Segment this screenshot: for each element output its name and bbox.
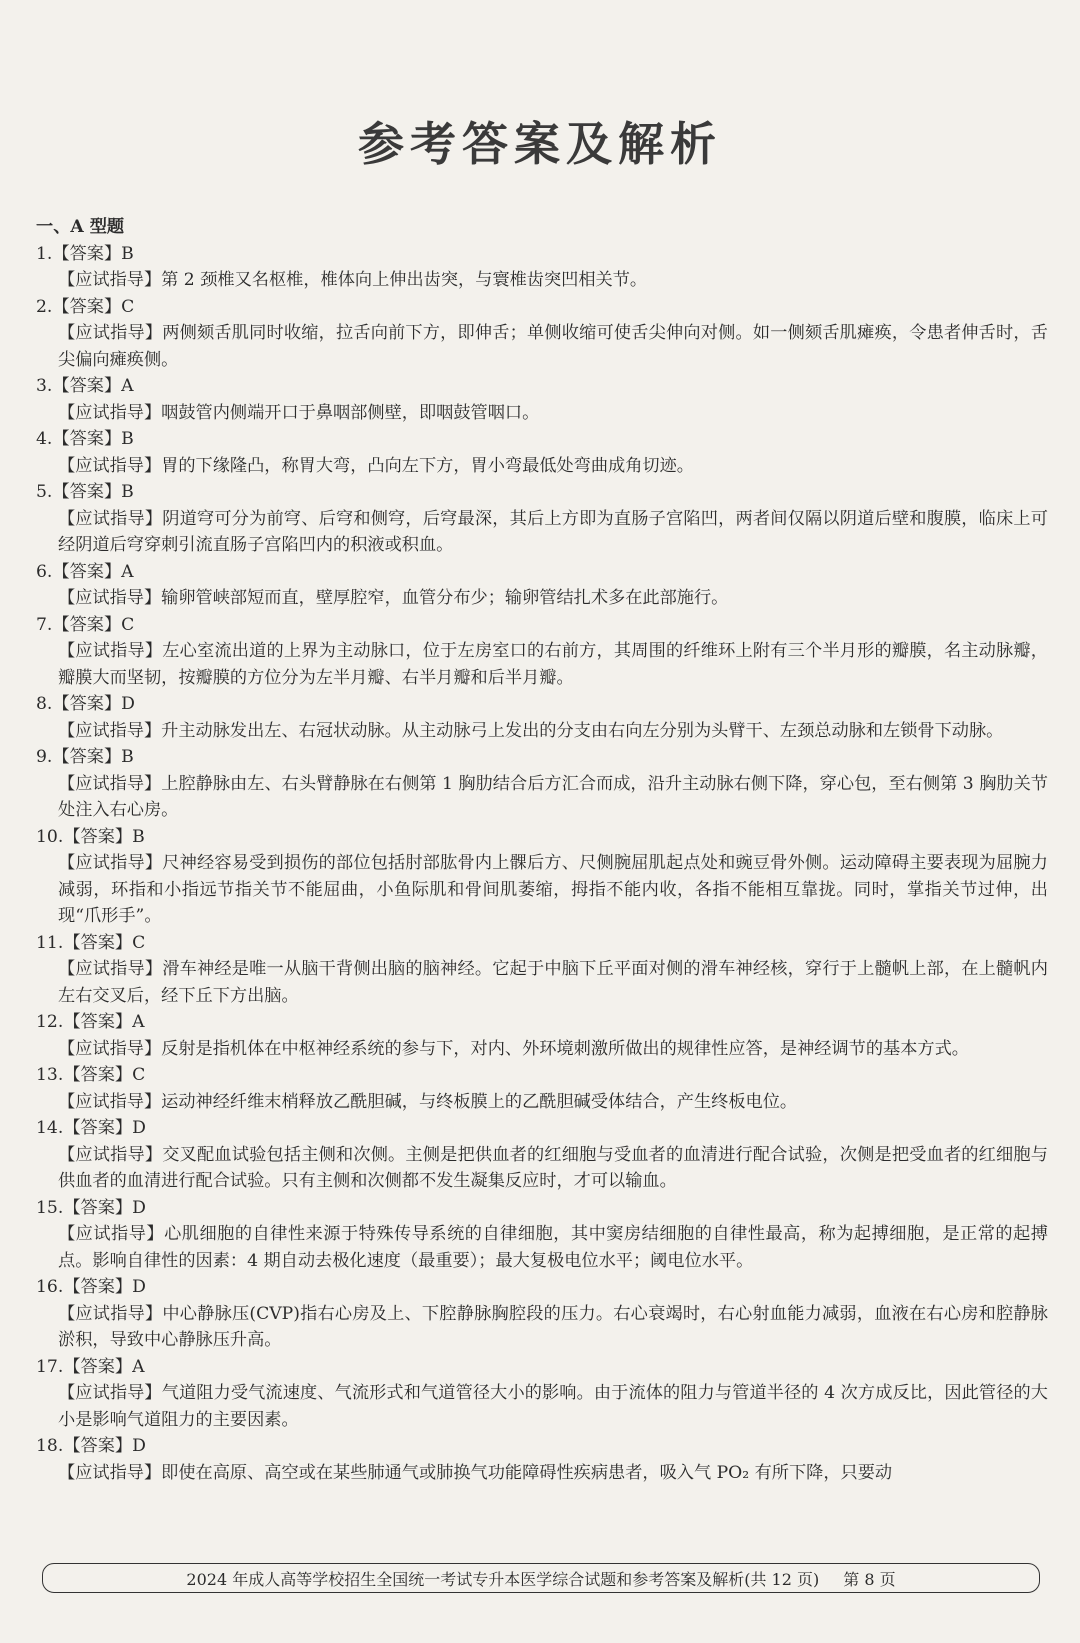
guide-text: 气道阻力受气流速度、气流形式和气道管径大小的影响。由于流体的阻力与管道半径的 4 次方成反比，因此管径的大小是影响气道阻力的主要因素。: [58, 1383, 1048, 1430]
answer-line: [36, 612, 1048, 639]
answer-value: B: [121, 243, 134, 264]
answer-label: 【答案】: [63, 1277, 133, 1297]
guide-line: [36, 771, 1048, 824]
question-number: 9.: [36, 747, 53, 767]
question-item: [36, 479, 1048, 559]
answer-line: [36, 426, 1048, 453]
answer-value: B: [121, 482, 134, 502]
answer-line: [36, 744, 1048, 771]
answer-value: C: [121, 296, 135, 317]
guide-line: [36, 638, 1048, 691]
answer-value: A: [132, 1356, 145, 1377]
guide-text: 心肌细胞的自律性来源于特殊传导系统的自律细胞，其中窦房结细胞的自律性最高，称为起搏细胞，是正常的起搏点。影响自律性的因素：4 期自动去极化速度（最重要）；最大复极电位水平；阈电位水平。: [58, 1224, 1048, 1271]
question-number: 2.: [36, 296, 53, 317]
guide-line: [36, 850, 1048, 930]
answer-label: 【答案】: [52, 694, 122, 714]
guide-label: 【应试指导】: [58, 1144, 163, 1165]
guide-text: 阴道穹可分为前穹、后穹和侧穹，后穹最深，其后上方即为直肠子宫陷凹，两者间仅隔以阴道后壁和腹膜，临床上可经阴道后穹穿刺引流直肠子宫陷凹内的积液或积血。: [58, 508, 1048, 555]
guide-text: 左心室流出道的上界为主动脉口，位于左房室口的右前方，其周围的纤维环上附有三个半月形的瓣膜，名主动脉瓣，瓣膜大而坚韧，按瓣膜的方位分为左半月瓣、右半月瓣和后半月瓣。: [58, 641, 1048, 688]
answer-label: 【答案】: [52, 243, 122, 264]
question-number: 11.: [36, 932, 64, 953]
guide-label: 【应试指导】: [58, 720, 162, 741]
answer-label: 【答案】: [63, 1065, 133, 1085]
guide-label: 【应试指导】: [58, 270, 162, 290]
guide-label: 【应试指导】: [58, 1038, 162, 1059]
answer-line: [36, 1062, 1048, 1089]
question-item: [36, 1195, 1048, 1275]
page-title: 参考答案及解析: [358, 117, 722, 171]
answer-line: [36, 241, 1048, 268]
question-item: [36, 1009, 1048, 1062]
question-item: [36, 930, 1048, 1010]
answer-label: 【答案】: [63, 932, 133, 953]
guide-text: 尺神经容易受到损伤的部位包括肘部肱骨内上髁后方、尺侧腕屈肌起点处和豌豆骨外侧。运动障碍主要表现为屈腕力减弱，环指和小指远节指关节不能屈曲，小鱼际肌和骨间肌萎缩，拇指不能内收，各指不能相互靠拢。同时，掌指关节过伸，出现“爪形手”。: [58, 853, 1048, 926]
guide-text: 上腔静脉由左、右头臂静脉在右侧第 1 胸肋结合后方汇合而成，沿升主动脉右侧下降，穿心包，至右侧第 3 胸肋关节处注入右心房。: [58, 773, 1048, 820]
guide-line: [36, 1036, 1048, 1063]
guide-line: [36, 585, 1048, 612]
guide-text: 反射是指机体在中枢神经系统的参与下，对内、外环境刺激所做出的规律性应答，是神经调节的基本方式。: [161, 1038, 969, 1059]
answer-line: [36, 691, 1048, 718]
question-item: [36, 1062, 1048, 1115]
answer-line: [36, 1009, 1048, 1036]
answer-value: B: [121, 747, 134, 767]
answer-label: 【答案】: [52, 429, 122, 449]
guide-text: 升主动脉发出左、右冠状动脉。从主动脉弓上发出的分支由右向左分别为头臂干、左颈总动脉和左锁骨下动脉。: [161, 720, 1004, 741]
question-number: 8.: [36, 694, 53, 714]
guide-line: [36, 320, 1048, 373]
answer-label: 【答案】: [63, 1197, 133, 1218]
guide-text: 即使在高原、高空或在某些肺通气或肺换气功能障碍性疾病患者，吸入气 PO₂ 有所下降，只要动: [161, 1462, 893, 1483]
answer-line: [36, 1433, 1048, 1460]
guide-label: 【应试指导】: [58, 1091, 162, 1112]
guide-label: 【应试指导】: [58, 455, 162, 476]
answer-line: [36, 824, 1048, 851]
question-list: [36, 241, 1048, 1487]
guide-line: [36, 1221, 1048, 1274]
answer-label: 【答案】: [52, 614, 122, 635]
guide-line: [36, 267, 1048, 294]
answer-content: [36, 214, 1048, 1486]
guide-line: [36, 1301, 1048, 1354]
question-number: 18.: [36, 1436, 64, 1456]
answer-value: A: [132, 1012, 145, 1032]
guide-line: [36, 1380, 1048, 1433]
guide-label: 【应试指导】: [58, 323, 163, 343]
answer-value: A: [121, 376, 134, 396]
answer-label: 【答案】: [63, 826, 133, 847]
answer-line: [36, 373, 1048, 400]
guide-line: [36, 453, 1048, 480]
answer-line: [36, 479, 1048, 506]
answer-value: B: [132, 826, 145, 847]
guide-label: 【应试指导】: [58, 853, 163, 873]
guide-text: 咽鼓管内侧端开口于鼻咽部侧壁，即咽鼓管咽口。: [161, 402, 540, 423]
guide-line: [36, 956, 1048, 1009]
guide-text: 运动神经纤维末梢释放乙酰胆碱，与终板膜上的乙酰胆碱受体结合，产生终板电位。: [161, 1091, 798, 1112]
guide-text: 滑车神经是唯一从脑干背侧出脑的脑神经。它起于中脑下丘平面对侧的滑车神经核，穿行于上髓帆上部，在上髓帆内左右交叉后，经下丘下方出脑。: [58, 959, 1048, 1006]
question-number: 5.: [36, 482, 53, 502]
guide-line: [36, 1142, 1048, 1195]
section-heading: 一、A 型题: [36, 217, 125, 237]
answer-line: [36, 559, 1048, 586]
question-number: 14.: [36, 1118, 64, 1138]
guide-label: 【应试指导】: [58, 1383, 162, 1403]
guide-line: [36, 506, 1048, 559]
guide-text: 输卵管峡部短而直，壁厚腔窄，血管分布少；输卵管结扎术多在此部施行。: [161, 588, 729, 608]
answer-value: D: [132, 1436, 146, 1456]
guide-text: 交叉配血试验包括主侧和次侧。主侧是把供血者的红细胞与受血者的血清进行配合试验，次侧是把受血者的红细胞与供血者的血清进行配合试验。只有主侧和次侧都不发生凝集反应时，才可以输血。: [58, 1144, 1048, 1191]
question-number: 12.: [36, 1012, 64, 1032]
guide-line: [36, 1460, 1048, 1487]
answer-value: D: [132, 1277, 146, 1297]
question-item: [36, 691, 1048, 744]
guide-text: 胃的下缘隆凸，称胃大弯，凸向左下方，胃小弯最低处弯曲成角切迹。: [161, 455, 694, 476]
answer-line: [36, 294, 1048, 321]
answer-line: [36, 1354, 1048, 1381]
answer-value: C: [121, 614, 135, 635]
question-number: 6.: [36, 561, 53, 582]
question-item: [36, 559, 1048, 612]
guide-line: [36, 718, 1048, 745]
question-number: 15.: [36, 1197, 64, 1218]
guide-text: 第 2 颈椎又名枢椎，椎体向上伸出齿突，与寰椎齿突凹相关节。: [161, 270, 648, 290]
answer-label: 【答案】: [52, 482, 122, 502]
question-item: [36, 1354, 1048, 1434]
guide-text: 两侧颏舌肌同时收缩，拉舌向前下方，即伸舌；单侧收缩可使舌尖伸向对侧。如一侧颏舌肌瘫痪，令患者伸舌时，舌尖偏向瘫痪侧。: [58, 323, 1048, 370]
footer-title: 2024 年成人高等学校招生全国统一考试专升本医学综合试题和参考答案及解析(共 12 页): [186, 1569, 820, 1589]
question-item: [36, 1274, 1048, 1354]
guide-label: 【应试指导】: [58, 641, 163, 661]
answer-line: [36, 1195, 1048, 1222]
answer-label: 【答案】: [63, 1012, 133, 1032]
question-item: [36, 241, 1048, 294]
answer-line: [36, 930, 1048, 957]
guide-label: 【应试指导】: [58, 402, 162, 423]
question-item: [36, 373, 1048, 426]
answer-value: D: [132, 1197, 146, 1218]
question-number: 4.: [36, 429, 53, 449]
guide-label: 【应试指导】: [58, 508, 163, 529]
answer-label: 【答案】: [63, 1436, 133, 1456]
answer-value: C: [132, 1065, 146, 1085]
answer-value: D: [132, 1118, 146, 1138]
guide-label: 【应试指导】: [58, 773, 162, 794]
question-number: 17.: [36, 1356, 64, 1377]
guide-label: 【应试指导】: [58, 1224, 165, 1244]
guide-label: 【应试指导】: [58, 959, 163, 979]
answer-label: 【答案】: [63, 1356, 133, 1377]
question-number: 3.: [36, 376, 53, 396]
guide-text: 中心静脉压(CVP)指右心房及上、下腔静脉胸腔段的压力。右心衰竭时，右心射血能力减弱，血液在右心房和腔静脉淤积，导致中心静脉压升高。: [58, 1303, 1048, 1350]
question-item: [36, 294, 1048, 374]
guide-line: [36, 400, 1048, 427]
guide-label: 【应试指导】: [58, 1462, 162, 1483]
answer-label: 【答案】: [52, 561, 122, 582]
page-footer: [42, 1563, 1040, 1593]
answer-value: B: [121, 429, 134, 449]
answer-label: 【答案】: [63, 1118, 133, 1138]
guide-label: 【应试指导】: [58, 588, 162, 608]
question-number: 7.: [36, 614, 53, 635]
question-item: [36, 1433, 1048, 1486]
question-item: [36, 612, 1048, 692]
question-number: 1.: [36, 243, 53, 264]
question-item: [36, 426, 1048, 479]
guide-label: 【应试指导】: [58, 1303, 163, 1324]
answer-label: 【答案】: [52, 747, 122, 767]
answer-label: 【答案】: [52, 376, 122, 396]
question-item: [36, 1115, 1048, 1195]
answer-value: C: [132, 932, 146, 953]
answer-line: [36, 1115, 1048, 1142]
answer-value: A: [121, 561, 134, 582]
question-number: 16.: [36, 1277, 64, 1297]
answer-value: D: [121, 694, 135, 714]
footer-page-number: 第 8 页: [843, 1569, 896, 1589]
answer-label: 【答案】: [52, 296, 122, 317]
question-number: 13.: [36, 1065, 64, 1085]
answer-line: [36, 1274, 1048, 1301]
question-item: [36, 824, 1048, 930]
question-number: 10.: [36, 826, 64, 847]
guide-line: [36, 1089, 1048, 1116]
question-item: [36, 744, 1048, 824]
